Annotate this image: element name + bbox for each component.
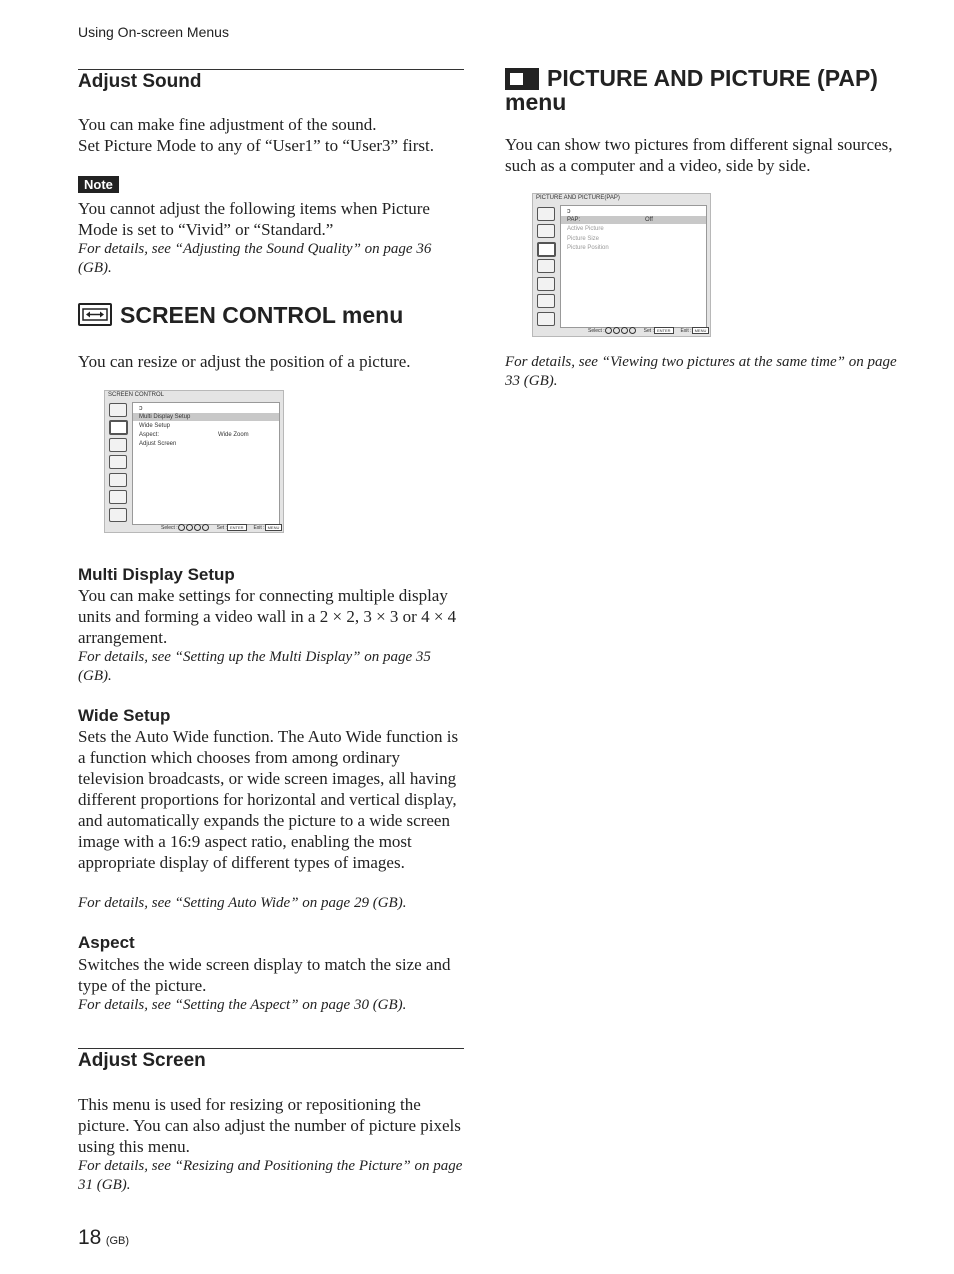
- menu-item-picture-position: Picture Position: [567, 245, 609, 251]
- footer-set-label: Set :: [216, 524, 227, 531]
- menu-item-pap[interactable]: PAP:: [567, 217, 581, 223]
- note-reference: For details, see “Adjusting the Sound Quality” on page 36 (GB).: [78, 241, 432, 276]
- pap-reference: For details, see “Viewing two pictures at the same time” on page 33 (GB).: [505, 354, 897, 389]
- screen-control-menu-icon: [109, 420, 128, 435]
- wide-setup-reference: For details, see “Setting Auto Wide” on page 29 (GB).: [78, 895, 407, 911]
- menu-panel: [132, 402, 280, 525]
- pap-heading-line2: menu: [505, 89, 567, 115]
- adjust-sound-para1: You can make fine adjustment of the sound.: [78, 115, 377, 134]
- running-head: Using On-screen Menus: [78, 24, 229, 40]
- pap-value: Off: [645, 217, 653, 223]
- menu-highlight: [561, 216, 706, 224]
- menu-footer: [588, 327, 709, 334]
- arrow-key-icon: [194, 524, 201, 531]
- screen-control-heading: SCREEN CONTROL menu: [120, 302, 404, 328]
- wide-setup-text: Sets the Auto Wide function. The Auto Wide function is a function which chooses from among ordinary television broadcasts, or wide screen images, all having different proportions for horizontal and vertical display, and automatically expands the picture to a wide screen image with a 16:9 aspect ratio, enabling the most appropriate display of different types of images.: [78, 727, 459, 872]
- note-text: You cannot adjust the following items when Picture Mode is set to “Vivid” or “Standard.”: [78, 199, 430, 239]
- multi-display-heading: Multi Display Setup: [78, 565, 235, 584]
- page-number: [78, 1226, 129, 1250]
- menu-title: PICTURE AND PICTURE(PAP): [536, 195, 620, 201]
- back-arrow-icon: ↄ: [567, 208, 571, 215]
- footer-select-label: Select :: [588, 327, 605, 334]
- timer-icon: [537, 294, 555, 308]
- adjust-sound-para2: Set Picture Mode to any of “User1” to “User3” first.: [78, 136, 434, 155]
- enter-key: ENTER: [654, 327, 674, 334]
- arrow-key-icon: [605, 327, 612, 334]
- footer-select-label: Select :: [161, 524, 178, 531]
- screen-control-intro: You can resize or adjust the position of a picture.: [78, 352, 411, 371]
- pap-menu-screenshot: [532, 193, 711, 337]
- menu-key: MENU: [265, 524, 283, 531]
- multi-display-text: You can make settings for connecting multiple display units and forming a video wall in a 2 × 2, 3 × 3 or 4 × 4 arrangement.: [78, 586, 457, 647]
- menu-footer: [161, 524, 282, 531]
- picture-control-icon: [109, 403, 127, 417]
- arrow-key-icon: [613, 327, 620, 334]
- adjust-sound-heading: Adjust Sound: [78, 71, 202, 92]
- menu-item-multi-display[interactable]: Multi Display Setup: [139, 414, 191, 420]
- wide-setup-heading: Wide Setup: [78, 706, 171, 725]
- screen-control-menu-icon: [537, 224, 555, 238]
- pap-icon: [505, 68, 539, 90]
- menu-title: SCREEN CONTROL: [108, 392, 165, 398]
- setup-icon: [537, 277, 555, 291]
- menu-panel: [560, 205, 707, 328]
- aspect-reference: For details, see “Setting the Aspect” on page 30 (GB).: [78, 997, 407, 1013]
- section-rule: [78, 1048, 464, 1049]
- footer-exit-label: Exit :: [680, 327, 692, 334]
- language-icon: [109, 508, 127, 522]
- multi-display-reference: For details, see “Setting up the Multi Display” on page 35 (GB).: [78, 649, 431, 684]
- sound-control-icon: [109, 455, 127, 469]
- section-rule: [78, 69, 464, 70]
- screen-control-icon: [78, 303, 112, 326]
- page-number-value: 18: [78, 1226, 102, 1249]
- back-arrow-icon: ↄ: [139, 405, 143, 412]
- menu-item-aspect[interactable]: Aspect:: [139, 432, 160, 438]
- arrow-key-icon: [621, 327, 628, 334]
- enter-key: ENTER: [227, 524, 247, 531]
- adjust-screen-text: This menu is used for resizing or repositioning the picture. You can also adjust the number of picture pixels using this menu.: [78, 1095, 461, 1156]
- language-icon: [537, 312, 555, 326]
- sound-control-icon: [537, 259, 555, 273]
- pap-menu-icon: [109, 438, 127, 452]
- menu-key: MENU: [692, 327, 710, 334]
- screen-control-menu-screenshot: [104, 390, 284, 533]
- menu-item-wide-setup[interactable]: Wide Setup: [139, 423, 171, 429]
- pap-heading-line1: PICTURE AND PICTURE (PAP): [547, 65, 878, 91]
- footer-set-label: Set :: [643, 327, 654, 334]
- menu-item-picture-size: Picture Size: [567, 236, 600, 242]
- pap-intro: You can show two pictures from different signal sources, such as a computer and a video, side by side.: [505, 135, 893, 175]
- arrow-key-icon: [629, 327, 636, 334]
- setup-icon: [109, 473, 127, 487]
- menu-item-active-picture: Active Picture: [567, 226, 604, 232]
- aspect-text: Switches the wide screen display to match the size and type of the picture.: [78, 955, 451, 995]
- picture-control-icon: [537, 207, 555, 221]
- arrow-key-icon: [186, 524, 193, 531]
- note-badge: Note: [78, 176, 119, 193]
- pap-menu-icon: [537, 242, 556, 257]
- timer-icon: [109, 490, 127, 504]
- footer-exit-label: Exit :: [253, 524, 265, 531]
- adjust-screen-reference: For details, see “Resizing and Positioning the Picture” on page 31 (GB).: [78, 1158, 463, 1193]
- arrow-key-icon: [178, 524, 185, 531]
- adjust-screen-heading: Adjust Screen: [78, 1050, 206, 1071]
- menu-item-adjust-screen[interactable]: Adjust Screen: [139, 441, 177, 447]
- arrow-key-icon: [202, 524, 209, 531]
- aspect-value: Wide Zoom: [218, 432, 249, 438]
- aspect-heading: Aspect: [78, 933, 135, 952]
- page-number-suffix: (GB): [105, 1235, 130, 1247]
